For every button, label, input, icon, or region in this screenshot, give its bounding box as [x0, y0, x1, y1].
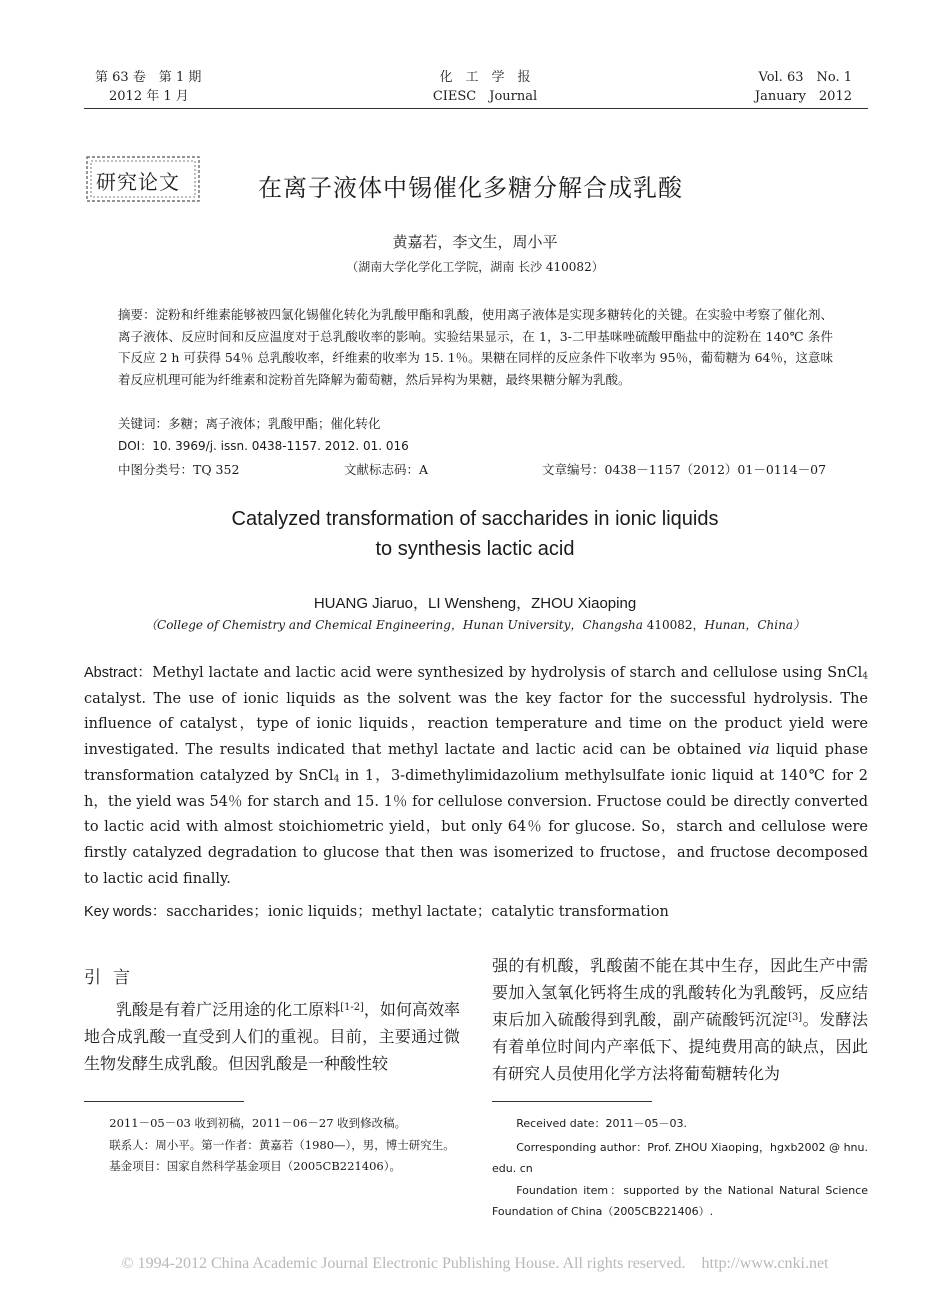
affiliation-en-close: ） — [792, 618, 805, 632]
article-type-label: 研究论文 — [96, 170, 180, 194]
paper-title-en — [0, 504, 950, 564]
intro-right-text-1: 强的有机酸，乳酸菌不能在其中生存，因此生产中需要加入氢氧化钙将生成的乳酸转化为乳酸钙，反应结束后加入硫酸得到乳酸，副产硫酸钙沉淀 — [492, 956, 868, 1029]
affiliation-cn: （湖南大学化学化工学院，湖南 长沙 410082） — [346, 260, 604, 274]
authors-en: HUANG Jiaruo，LI Wensheng，ZHOU Xiaoping — [313, 595, 637, 612]
paper-title-en-line2: to synthesis lactic acid — [375, 538, 575, 560]
journal-name-cn: 化 工 学 报 — [439, 70, 531, 85]
footnote-contact-cn: 联系人：周小平。第一作者：黄嘉若（1980—），男，博士研究生。 — [109, 1137, 455, 1152]
footnote-contact-en: Corresponding author：Prof. ZHOU Xiaoping，hgxb2002 @ hnu. edu. cn — [492, 1140, 868, 1175]
section-heading-introduction: 引言 — [84, 968, 142, 988]
citation-ref[interactable]: [3] — [788, 1012, 803, 1024]
abstract-en-via: via — [748, 742, 770, 759]
keywords-cn: 关键词：多糖；离子液体；乳酸甲酯；催化转化 — [118, 416, 381, 431]
clc-number: 中图分类号：TQ 352 — [118, 462, 240, 477]
issue-date-en: January 2012 — [754, 89, 852, 104]
keywords-en — [84, 900, 868, 921]
paper-title-en-line1: Catalyzed transformation of saccharides in ionic liquids — [231, 508, 719, 530]
affiliation-en-zip: 410082， — [642, 618, 705, 632]
abstract-en-label: Abstract： — [84, 665, 153, 681]
footnotes-cn — [84, 1113, 460, 1178]
journal-volume-info-en — [700, 68, 852, 106]
footnote-rule-right — [492, 1101, 652, 1102]
intro-left-text-1: 乳酸是有着广泛用途的化工原料 — [116, 1000, 341, 1019]
abstract-en — [84, 661, 868, 892]
doi: DOI：10. 3969/j. issn. 0438-1157. 2012. 01. 016 — [118, 439, 409, 453]
journal-volume-info — [95, 68, 201, 106]
footnote-rule-left — [84, 1101, 244, 1102]
volume-issue: 第 63 卷 第 1 期 — [95, 70, 202, 85]
authors-cn: 黄嘉若，李文生，周小平 — [392, 233, 558, 251]
document-code: 文献标志码：A — [344, 462, 429, 477]
footnote-funding-en: Foundation item：supported by the National Natural Science Foundation of China（2005CB221406）. — [492, 1183, 868, 1218]
paper-title-cn: 在离子液体中锡催化多糖分解合成乳酸 — [258, 174, 683, 202]
intro-left-column — [84, 996, 460, 1077]
issue-date-cn: 2012 年 1 月 — [109, 89, 189, 104]
volume-issue-en: Vol. 63 No. 1 — [758, 70, 852, 85]
abstract-cn: 摘要：淀粉和纤维素能够被四氯化锡催化转化为乳酸甲酯和乳酸，使用离子液体是实现多糖转化的关键。在实验中考察了催化剂、离子液体、反应时间和反应温度对于总乳酸收率的影响。实验结果显示，在 1，3-二甲基咪唑硫酸甲酯盐中的淀粉在 140℃ 条件下反应 2 h 可获得 54％ 总乳酸收率，纤维素的收率为 15. 1％。果糖在同样的反应条件下收率为 95％，葡萄糖为 64％，这意味着反应机理可能为纤维素和淀粉首先降解为葡萄糖，然后异构为果糖，最终果糖分解为乳酸。 — [118, 307, 833, 387]
intro-right-text-2: 。发酵法有着单位时间内产率低下、提纯费用高的缺点，因此有研究人员使用化学方法将葡萄糖转化为 — [492, 1010, 868, 1083]
footnote-received-en: Received date：2011－05－03. — [516, 1117, 688, 1130]
footnotes-en — [492, 1113, 868, 1223]
header-rule — [84, 108, 868, 109]
abstract-en-text-2: catalyst. The use of ionic liquids as the solvent was the key factor for the successful hydrolysis. The influence of catalyst，type of ionic liquids，reaction temperature and time on the product yield were investigated. The results indicated that methyl lactate and lactic acid can be obtained — [84, 690, 868, 759]
citation-ref[interactable]: [1-2] — [340, 1002, 364, 1014]
intro-left-text-2: ，如何高效率地合成乳酸一直受到人们的重视。目前，主要通过微生物发酵生成乳酸。但因乳酸是一种酸性较 — [84, 1000, 460, 1073]
keywords-en-label: Key words： — [84, 904, 167, 920]
affiliation-en — [0, 616, 950, 633]
affiliation-en-part1: （College of Chemistry and Chemical Engineering，Hunan University，Changsha — [145, 618, 643, 632]
footnote-funding-cn: 基金项目：国家自然科学基金项目（2005CB221406）。 — [109, 1159, 401, 1173]
footnote-received-cn: 2011－05－03 收到初稿，2011－06－27 收到修改稿。 — [109, 1116, 407, 1130]
intro-right-column — [492, 952, 868, 1087]
journal-name — [400, 68, 570, 106]
subscript: 4 — [862, 671, 869, 682]
affiliation-en-part2: Hunan，China — [704, 618, 793, 632]
subscript: 4 — [333, 774, 340, 785]
abstract-en-text-3: liquid phase transformation catalyzed by SnCl — [84, 742, 868, 784]
article-number: 文章编号：0438－1157（2012）01－0114－07 — [542, 462, 827, 477]
copyright-footer: © 1994-2012 China Academic Journal Electronic Publishing House. All rights reserved. http://www.cnki.net — [121, 1255, 829, 1272]
keywords-en-text: saccharides；ionic liquids；methyl lactate；catalytic transformation — [166, 904, 669, 920]
abstract-en-text-1: Methyl lactate and lactic acid were synthesized by hydrolysis of starch and cellulose using SnCl — [152, 665, 863, 681]
abstract-en-text-4: in 1，3-dimethylimidazolium methylsulfate ionic liquid at 140℃ for 2 h，the yield was 54％ for starch and 15. 1％ for cellulose conversion. Fructose could be directly converted to lactic acid with almost stoichiometric yield，but only 64％ for glucose. So，starch and cellulose were firstly catalyzed degradation to glucose that then was isomerized to fructose，and fructose decomposed to lactic acid finally. — [84, 767, 868, 887]
journal-name-en: CIESC Journal — [432, 89, 538, 104]
